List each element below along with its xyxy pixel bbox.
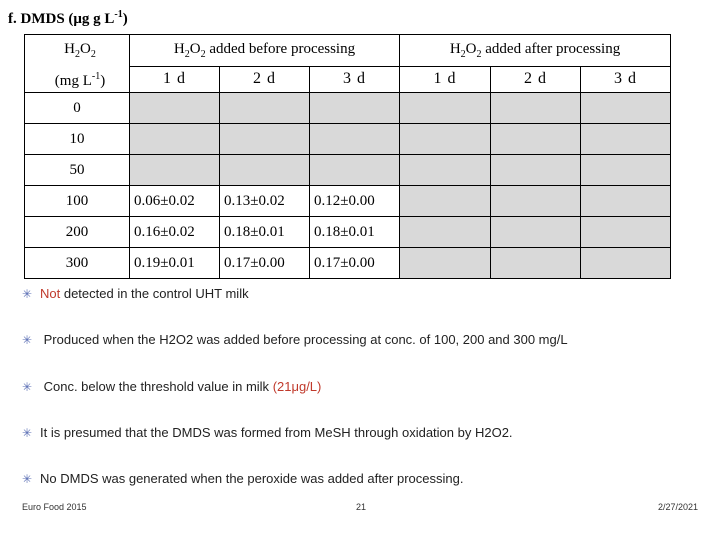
value-cell: [400, 186, 491, 217]
value-cell: 0.13±0.02: [220, 186, 310, 217]
value-cell: 0.12±0.00: [310, 186, 400, 217]
value-cell: [400, 93, 491, 124]
group-before-label: $H_2O_2$ added before processing: [173, 40, 356, 60]
value-cell: 0.17±0.00: [310, 248, 400, 279]
table-row: [25, 248, 671, 279]
group-after-label: $H_2O_2$ added after processing: [449, 40, 621, 60]
value-cell: 0.17±0.00: [220, 248, 310, 279]
table-header-row: [25, 35, 671, 67]
value-cell: [400, 217, 491, 248]
value-cell: 0.06±0.02: [130, 186, 220, 217]
conc-cell: 100: [25, 186, 130, 217]
value-cell: [400, 124, 491, 155]
value-cell: [220, 93, 310, 124]
conc-cell: 200: [25, 217, 130, 248]
day-before-2: 2 d: [220, 66, 310, 92]
value-cell: 0.18±0.01: [220, 217, 310, 248]
value-cell: 0.19±0.01: [130, 248, 220, 279]
value-cell: [491, 93, 581, 124]
value-cell: 0.16±0.02: [130, 217, 220, 248]
value-cell: [581, 124, 671, 155]
table-row: [25, 93, 671, 124]
value-cell: [491, 248, 581, 279]
table-row: [25, 186, 671, 217]
value-cell: [400, 248, 491, 279]
value-cell: [491, 124, 581, 155]
conc-cell: 300: [25, 248, 130, 279]
value-cell: [581, 155, 671, 186]
slide-title: [8, 9, 128, 28]
bullet-star-icon: ✳: [22, 287, 33, 301]
dmds-table: [24, 34, 671, 279]
bullet-item: ✳ No DMDS was generated when the peroxide was added after processing.: [22, 471, 464, 486]
day-after-3: 3 d: [581, 66, 671, 92]
value-cell: [220, 124, 310, 155]
bullet-star-icon: ✳: [22, 380, 33, 394]
conc-cell: 10: [25, 124, 130, 155]
bullet-star-icon: ✳: [22, 472, 33, 486]
value-cell: [220, 155, 310, 186]
table-row: [25, 155, 671, 186]
footer-date: 2/27/2021: [658, 502, 699, 512]
value-cell: [130, 155, 220, 186]
conc-cell: 50: [25, 155, 130, 186]
value-cell: [581, 217, 671, 248]
title-prefix: f. DMDS (: [8, 11, 74, 27]
value-cell: [581, 186, 671, 217]
bullet-item: ✳ Conc. below the threshold value in milk (21μg/L): [22, 379, 322, 394]
value-cell: [130, 124, 220, 155]
value-cell: [310, 155, 400, 186]
day-after-1: 1 d: [400, 66, 491, 92]
footer-page-number: 21: [356, 502, 367, 512]
value-cell: [491, 217, 581, 248]
value-cell: [130, 93, 220, 124]
footer-left: Euro Food 2015: [22, 502, 87, 512]
value-cell: [581, 93, 671, 124]
group-after-header: [400, 35, 671, 67]
group-before-header: [130, 35, 400, 67]
value-cell: [310, 124, 400, 155]
bullet-item: ✳ Produced when the H2O2 was added before processing at conc. of 100, 200 and 300 mg/L: [22, 332, 568, 347]
title-exponent: -1: [114, 9, 123, 20]
value-cell: [491, 155, 581, 186]
table-row: [25, 217, 671, 248]
day-before-3: 3 d: [310, 66, 400, 92]
conc-cell: 0: [25, 93, 130, 124]
h2o2-header-cell: $H_2O_2$ (mg $L^{-1}$): [25, 35, 130, 93]
value-cell: [400, 155, 491, 186]
value-cell: 0.18±0.01: [310, 217, 400, 248]
value-cell: [491, 186, 581, 217]
bullet-item: ✳ Not detected in the control UHT milk: [22, 286, 249, 301]
day-after-2: 2 d: [491, 66, 581, 92]
title-unit: μg g L: [73, 11, 115, 27]
bullet-item: ✳ It is presumed that the DMDS was formed from MeSH through oxidation by H2O2.: [22, 425, 513, 440]
value-cell: [310, 93, 400, 124]
bullet-star-icon: ✳: [22, 333, 33, 347]
day-before-1: 1 d: [130, 66, 220, 92]
bullet-star-icon: ✳: [22, 426, 33, 440]
value-cell: [581, 248, 671, 279]
title-suffix: ): [122, 11, 128, 27]
table-row: [25, 124, 671, 155]
